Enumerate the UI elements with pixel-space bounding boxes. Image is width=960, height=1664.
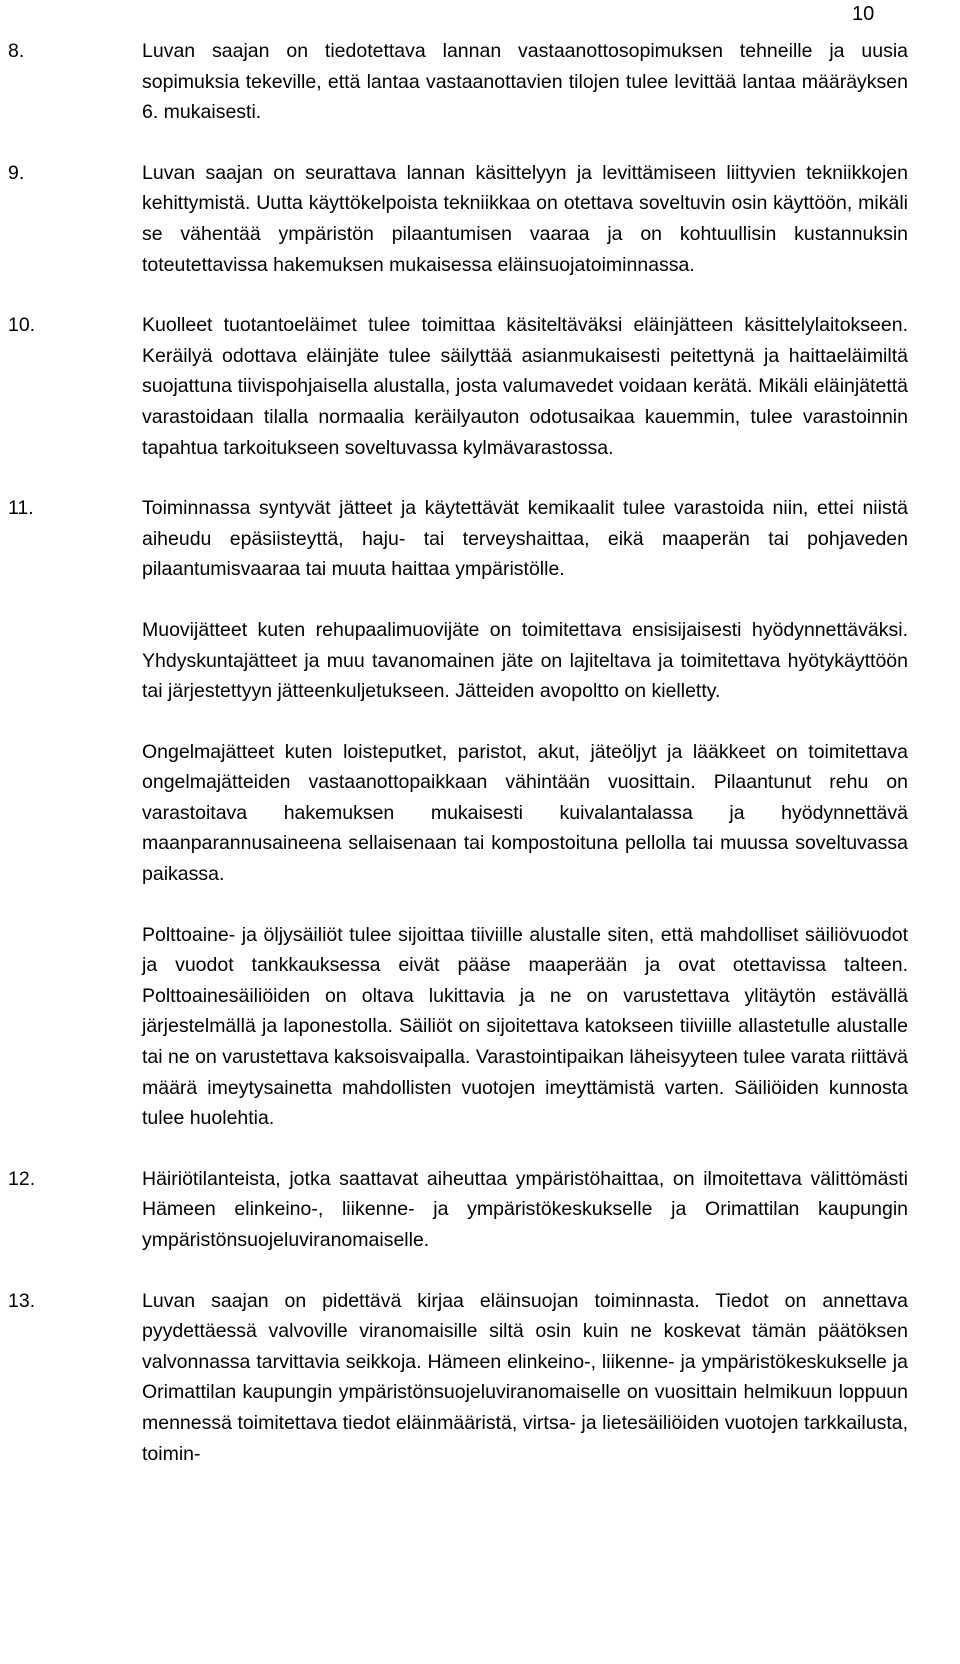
item-body — [142, 1286, 908, 1470]
paragraph: Luvan saajan on seurattava lannan käsittelyyn ja levittämiseen liittyvien tekniikkojen kehittymistä. Uutta käyttökelpoista tekniikkaa on otettava soveltuvin osin käyttöön, mikäli se vähentää ympäristön pilaantumisen vaaraa ja on kohtuullisin kustannuksin toteutettavissa hakemuksen mukaisessa eläinsuojatoiminnassa. — [142, 161, 908, 276]
paragraph: Häiriötilanteista, jotka saattavat aiheuttaa ympäristöhaittaa, on ilmoitettava välittömästi Hämeen elinkeino-, liikenne- ja ympäristökeskukselle ja Orimattilan kaupungin ympäristönsuojeluviranomaiselle. — [142, 1167, 908, 1251]
item-number: 10. — [8, 314, 36, 337]
document-body — [0, 36, 960, 1469]
regulation-item-11 — [0, 493, 960, 1134]
paragraph: Toiminnassa syntyvät jätteet ja käytettävät kemikaalit tulee varastoida niin, ettei niistä aiheudu epäsiisteyttä, haju- tai terveyshaittaa, eikä maaperän tai pohjaveden pilaantumisvaaraa tai muuta haittaa ympäristölle. — [142, 497, 908, 581]
paragraph: Kuolleet tuotantoeläimet tulee toimittaa käsiteltäväksi eläinjätteen käsittelylaitokseen. Keräilyä odottava eläinjäte tulee säilyttää asianmukaisesti peitettynä ja haittaeläimiltä suojattuna tiivispohjaisella alustalla, josta valumavedet voidaan kerätä. Mikäli eläinjätettä varastoidaan tilalla normaalia keräilyauton odotusaikaa kauemmin, tulee varastoinnin tapahtua tarkoitukseen soveltuvassa kylmävarastossa. — [142, 314, 908, 459]
regulation-item-10 — [0, 310, 960, 463]
item-number: 12. — [8, 1167, 36, 1190]
item-number: 11. — [8, 497, 34, 520]
item-body — [142, 158, 908, 280]
paragraph: Polttoaine- ja öljysäiliöt tulee sijoittaa tiiviille alustalle siten, että mahdolliset säiliövuodot ja vuodot tankkauksessa eivät pääse maaperään ja ovat otettavissa talteen. Polttoainesäiliöiden on oltava lukittavia ja ne on varustettava ylitäytön estävällä järjestelmällä ja laponestolla. Säiliöt on sijoitettava katokseen tiiviille allastetulle alustalle tai ne on varustettava kaksoisvaipalla. Varastointipaikan läheisyyteen tulee varata riittävä määrä imeytysainetta mahdollisten vuotojen imeyttämistä varten. Säiliöiden kunnosta tulee huolehtia. — [142, 923, 908, 1130]
page-number: 10 — [852, 3, 875, 25]
paragraph: Muovijätteet kuten rehupaalimuovijäte on toimitettava ensisijaisesti hyödynnettäväksi. Yhdyskuntajätteet ja muu tavanomainen jäte on lajiteltava ja toimitettava hyötykäyttöön tai järjestettyyn jätteenkuljetukseen. Jätteiden avopoltto on kielletty. — [142, 618, 908, 703]
paragraph: Luvan saajan on tiedotettava lannan vastaanottosopimuksen tehneille ja uusia sopimuksia tekeville, että lantaa vastaanottavien tilojen tulee levittää lantaa määräyksen 6. mukaisesti. — [142, 40, 908, 124]
item-body — [142, 310, 908, 463]
item-number: 8. — [8, 40, 25, 62]
item-body — [142, 36, 908, 128]
regulation-item-8 — [0, 36, 960, 128]
paragraph: Ongelmajätteet kuten loisteputket, paristot, akut, jäteöljyt ja lääkkeet on toimitettava ongelmajätteiden vastaanottopaikkaan vähintään vuosittain. Pilaantunut rehu on varastoitava hakemuksen mukaisesti kuivalantalassa ja hyödynnettävä maanparannusaineena sellaisenaan tai kompostoituna pellolla tai muussa soveltuvassa paikassa. — [142, 740, 908, 886]
item-body — [142, 493, 908, 1134]
item-number: 9. — [8, 161, 25, 184]
item-number: 13. — [8, 1289, 36, 1312]
item-body — [142, 1164, 908, 1256]
regulation-item-13 — [0, 1286, 960, 1470]
regulation-item-9 — [0, 158, 960, 280]
paragraph: Luvan saajan on pidettävä kirjaa eläinsuojan toiminnasta. Tiedot on annettava pyydettäessä valvoville viranomaisille siltä osin kuin ne koskevat tämän päätöksen valvonnassa tarvittavia seikkoja. Hämeen elinkeino-, liikenne- ja ympäristökeskukselle ja Orimattilan kaupungin ympäristönsuojeluviranomaiselle on vuosittain helmikuun loppuun mennessä toimitettava tiedot eläinmääristä, virtsa- ja lietesäiliöiden vuotojen tarkkailusta, toimin- — [142, 1289, 908, 1465]
regulation-item-12 — [0, 1164, 960, 1256]
